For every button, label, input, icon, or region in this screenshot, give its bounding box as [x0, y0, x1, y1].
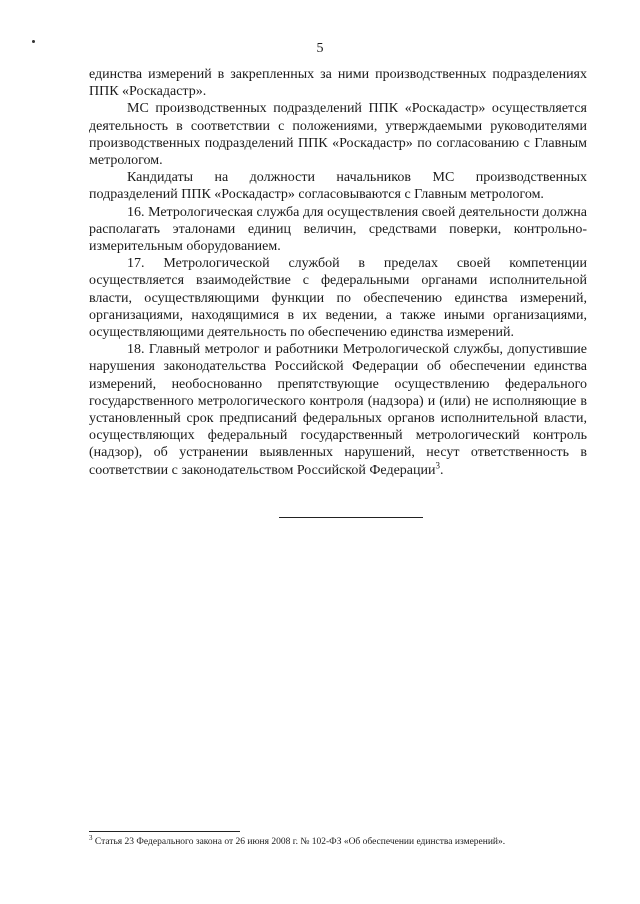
paragraph-16: 16. Метрологическая служба для осуществления своей деятельности должна располагать эталонами единиц величин, средствами поверки, контрольно-измерительным оборудованием. — [89, 204, 587, 255]
paragraph-continuation: единства измерений в закрепленных за ними производственных подразделениях ППК «Роскадастр». — [89, 67, 587, 100]
paragraph-18-text: 18. Главный метролог и работники Метрологической службы, допустившие нарушения законодательства Российской Федерации об обеспечении единства измерений, необоснованно препятствующие осуществлению федерального государственного метрологического контроля (надзора) и (или) не исполняющие в установленный срок предписаний федеральных органов исполнительной власти, осуществляющих федеральный государственный метрологический контроль (надзор), об устранении выявленных нарушений, несут ответственность в соответствии с законодательством Российской Федерации — [89, 342, 587, 478]
footnote — [89, 833, 589, 848]
paragraph-17: 17. Метрологической службой в пределах своей компетенции осуществляется взаимодействие с федеральными органами исполнительной власти, осуществляющими функции по обеспечению единства измерений, организациями, находящимися в их ведении, а также иными организациями, осуществляющими деятельность по обеспечению единства измерений. — [89, 256, 587, 341]
footnote-rule — [89, 831, 240, 832]
paragraph-18 — [89, 341, 587, 479]
section-separator-line — [279, 517, 423, 518]
paragraph-18-tail: . — [439, 462, 444, 478]
footnote-mark: 3 — [89, 833, 93, 842]
paragraph-candidates: Кандидаты на должности начальников МС производственных подразделений ППК «Роскадастр» согласовываются с Главным метрологом. — [89, 170, 587, 203]
footnote-reference: 3 — [435, 460, 440, 471]
footnote-text: Статья 23 Федерального закона от 26 июня 2008 г. № 102-ФЗ «Об обеспечении единства измерений». — [92, 837, 506, 847]
paragraph-ms-activity: МС производственных подразделений ППК «Роскадастр» осуществляется деятельность в соответствии с положениями, утверждаемыми руководителями производственных подразделений ППК «Роскадастр» по согласованию с Главным метрологом. — [89, 101, 587, 169]
body-text — [89, 66, 587, 479]
page-number: 5 — [316, 41, 324, 56]
